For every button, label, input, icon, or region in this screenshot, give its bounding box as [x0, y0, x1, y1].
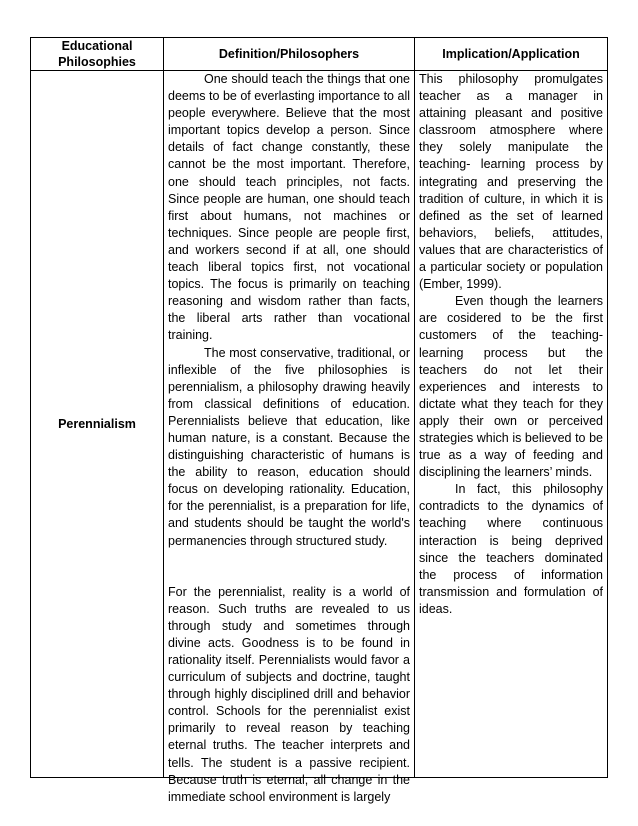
paragraph-spacer [168, 550, 410, 584]
definition-cell [164, 71, 415, 804]
definition-paragraph-3: For the perennialist, reality is a world of reason. Such truths are revealed to us through study and sometimes through divine acts. Goodness is to be found in rationality itself. Perennialists would favor a curriculum of subjects and doctrine, taught through highly disciplined drill and behavior control. Schools for the perennialist exist primarily to reveal reason by teaching eternal truths. The teacher interprets and tells. The student is a passive recipient. Because truth is eternal, all change in the immediate school environment is largely [168, 584, 410, 804]
implication-paragraph-2: Even though the learners are cosidered to be the first customers of the teaching-learning process but the teachers do not let their experiences and interests to dictate what they teach for they apply their own or perceived strategies which is believed to be true as a way of feeding and disciplining the learners’ minds. [419, 294, 603, 480]
definition-paragraph-2: The most conservative, traditional, or inflexible of the five philosophies is perennialism, a philosophy drawing heavily from classical definitions of education. Perennialists believe that education, like human nature, is a constant. Because the distinguishing characteristic of humans is the ability to reason, education should focus on developing rationality. Education, for the perennialist, is a preparation for life, and students should be taught the world's permanencies through structured study. [168, 345, 410, 548]
definition-paragraph-1: One should teach the things that one deems to be of everlasting importance to all people everywhere. Believe that the most important topics develop a person. Since details of fact change constantly, these cannot be the most important. Therefore, one should teach principles, not facts. Since people are human, one should teach first about humans, not machines or techniques. Since people are people first, and workers second if at all, one should teach liberal topics first, not vocational topics. The focus is primarily on teaching reasoning and wisdom rather than facts, the liberal arts rather than vocational training. [168, 72, 410, 343]
header-definition-philosophers: Definition/Philosophers [164, 38, 415, 71]
header-educational-philosophies: Educational Philosophies [31, 38, 164, 71]
philosophy-name-cell [31, 71, 164, 778]
header-row [31, 38, 608, 71]
philosophy-name: Perennialism [58, 417, 136, 431]
philosophies-table [30, 37, 608, 804]
implication-paragraph-3: In fact, this philosophy contradicts to the dynamics of teaching where continuous interaction is being deprived since the teachers dominated the process of information transmission and formulation of ideas. [419, 482, 603, 616]
implication-paragraph-1: This philosophy promulgates teacher as a manager in attaining pleasant and positive classroom atmosphere where they solely manipulate the teaching- learning process by integrating and preserving the tradition of culture, in which it is defined as the set of learned behaviors, beliefs, attitudes, values that are characteristics of a particular society or population (Ember, 1999). [419, 72, 603, 292]
table-row [31, 71, 608, 778]
implication-cell [415, 71, 608, 778]
header-implication-application: Implication/Application [415, 38, 608, 71]
